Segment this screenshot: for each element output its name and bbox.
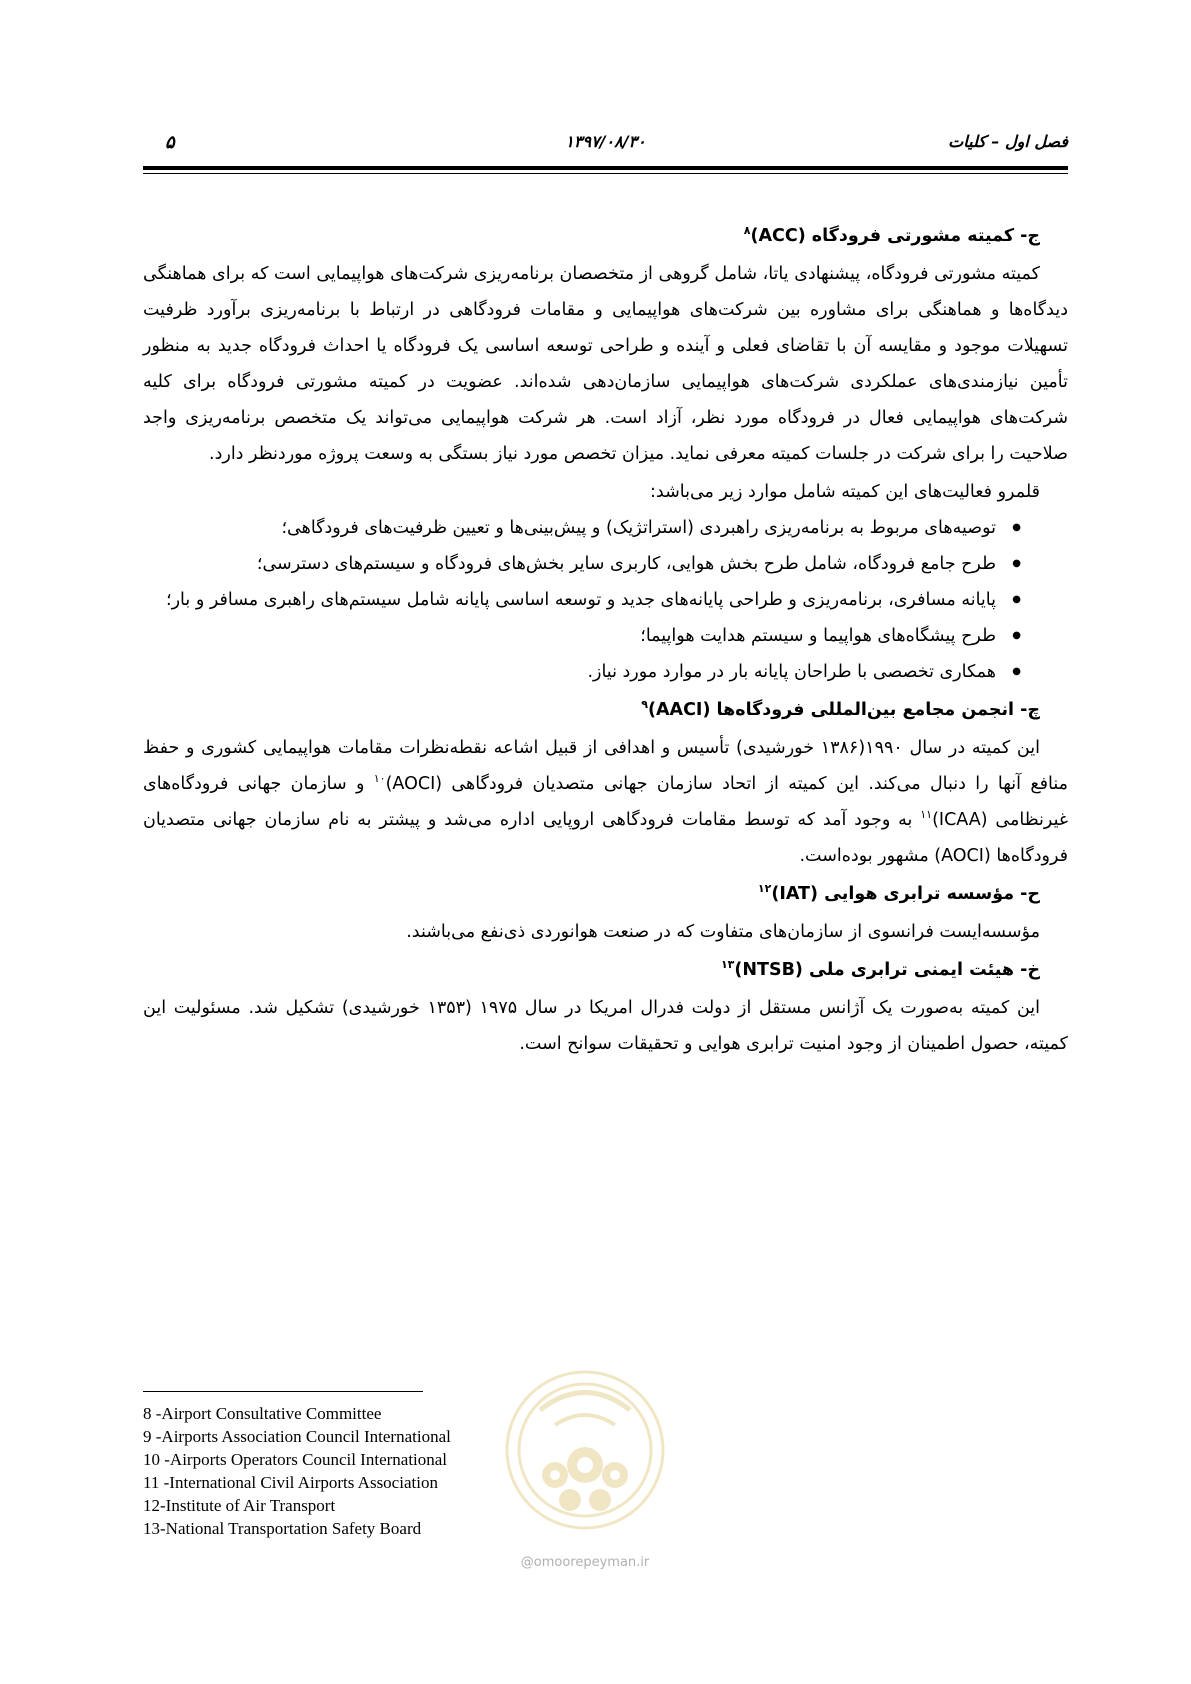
footnote-item: 10 -Airports Operators Council International bbox=[143, 1450, 448, 1469]
seal-logo-icon bbox=[500, 1350, 670, 1550]
section-heading-aaci: چ- انجمن مجامع بین‌المللی فرودگاه‌ها (AACI)$^۹$ bbox=[641, 698, 1040, 720]
footnote-item: 8 -Airport Consultative Committee bbox=[143, 1404, 382, 1423]
section-heading-ntsb: خ- هیئت ایمنی ترابری ملی (NTSB)$^{۱۳}$ bbox=[720, 958, 1040, 980]
paragraph-acc-intro: قلمرو فعالیت‌های این کمیته شامل موارد زیر می‌باشد: bbox=[650, 482, 1040, 502]
section-heading-acc: ج- کمیته مشورتی فرودگاه (ACC)$^۸$ bbox=[743, 224, 1040, 246]
paragraph-acc: کمیته مشورتی فرودگاه، پیشنهادی یاتا، شامل گروهی از متخصصان برنامه‌ریزی شرکت‌های هواپیمایی است که برای هماهنگی دیدگاه‌ها و هماهنگی برای مشاوره بین شرکت‌های هواپیمایی و مقامات فرودگاهی در ارتباط با برنامه‌ریزی برآورد ظرفیت تسهیلات موجود و مقایسه آن با تقاضای فعلی و آینده و طراحی توسعه اساسی یک فرودگاه یا احداث فرودگاه جدید به منظور تأمین نیازمندی‌های عملکردی شرکت‌های هواپیمایی سازمان‌دهی شده‌اند. عضویت در کمیته مشورتی فرودگاه برای کلیه شرکت‌های هواپیمایی فعال در فرودگاه مورد نظر، آزاد است. هر شرکت هواپیمایی می‌تواند یک متخصص برنامه‌ریزی واجد صلاحیت را برای شرکت در جلسات کمیته معرفی نماید. میزان تخصص مورد نیاز بستگی به وسعت پروژه موردنظر دارد. bbox=[143, 264, 1068, 464]
list-item: ● طرح پیشگاه‌های هواپیما و سیستم هدایت هواپیما؛ bbox=[143, 618, 1068, 654]
bullet-list bbox=[143, 510, 1068, 690]
list-item: ● پایانه مسافری، برنامه‌ریزی و طراحی پایانه‌های جدید و توسعه اساسی پایانه شامل سیستم‌های راهبری مسافر و بار؛ bbox=[143, 582, 1068, 618]
page-header bbox=[143, 132, 1068, 158]
list-item: ● همکاری تخصصی با طراحان پایانه بار در موارد مورد نیاز. bbox=[143, 654, 1068, 690]
list-item: ● توصیه‌های مربوط به برنامه‌ریزی راهبردی (استراتژیک) و پیش‌بینی‌ها و تعیین ظرفیت‌های فرودگاهی؛ bbox=[143, 510, 1068, 546]
footnote-item: 11 -International Civil Airports Association bbox=[143, 1473, 438, 1492]
chapter-title: فصل اول – کلیات bbox=[948, 132, 1068, 151]
header-date: ۱۳۹۷/۰۸/۳۰ bbox=[565, 132, 646, 151]
footnote-item: 12-Institute of Air Transport bbox=[143, 1496, 336, 1515]
footnote-rule bbox=[143, 1391, 423, 1392]
section-heading-iat: ح- مؤسسه ترابری هوایی (IAT)$^{۱۲}$ bbox=[757, 882, 1040, 904]
header-rule-thin bbox=[143, 173, 1068, 174]
footnote-item: 9 -Airports Association Council International bbox=[143, 1427, 451, 1446]
page-body bbox=[143, 216, 1068, 1062]
watermark-url: @omoorepeyman.ir bbox=[520, 1555, 650, 1570]
paragraph-aaci: این کمیته در سال ۱۹۹۰(۱۳۸۶ خورشیدی) تأسیس و اهدافی از قبیل اشاعه نقطه‌نظرات مقامات هواپیمایی کشوری و حفظ منافع آنها را دنبال می‌کند. این کمیته از اتحاد سازمان جهانی متصدیان فرودگاهی (AOCI)$^{۱۰}$ و سازمان جهانی فرودگاه‌های غیرنظامی (ICAA)$^{۱۱}$ به وجود آمد که توسط مقامات فرودگاهی اروپایی اداره می‌شد و پیشتر به نام سازمان جهانی متصدیان فرودگاه‌ها (AOCI) مشهور بوده‌است. bbox=[143, 738, 1069, 866]
header-rule-thick bbox=[143, 166, 1068, 170]
page-number: ۵ bbox=[165, 132, 175, 153]
paragraph-iat: مؤسسه‌ایست فرانسوی از سازمان‌های متفاوت که در صنعت هوانوردی ذی‌نفع می‌باشند. bbox=[406, 922, 1040, 942]
list-item: ● طرح جامع فرودگاه، شامل طرح بخش هوایی، کاربری سایر بخش‌های فرودگاه و سیستم‌های دسترسی؛ bbox=[143, 546, 1068, 582]
footnote-item: 13-National Transportation Safety Board bbox=[143, 1519, 422, 1538]
paragraph-ntsb: این کمیته به‌صورت یک آژانس مستقل از دولت فدرال امریکا در سال ۱۹۷۵ (۱۳۵۳ خورشیدی) تشکیل شد. مسئولیت این کمیته، حصول اطمینان از وجود امنیت ترابری هوایی و تحقیقات سوانح است. bbox=[143, 998, 1068, 1054]
